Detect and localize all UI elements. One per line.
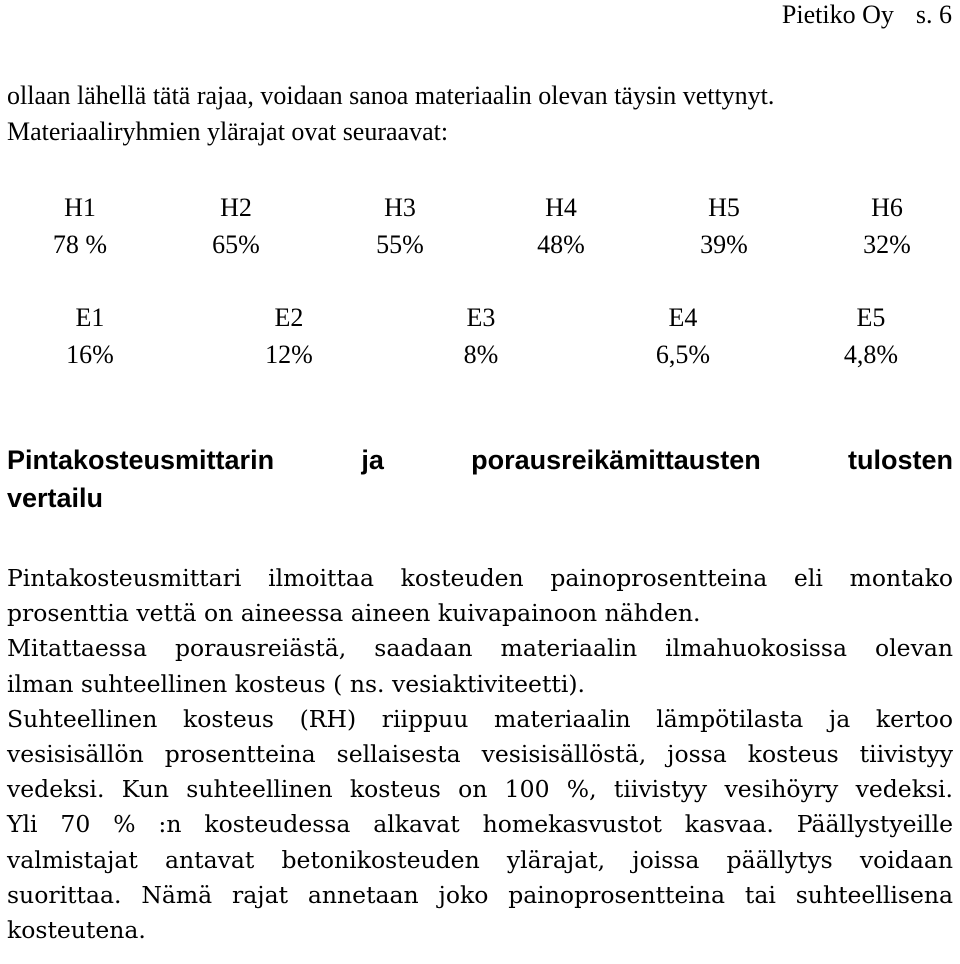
heading-word: tulosten [847, 445, 953, 475]
h-group-value: 39% [700, 230, 748, 259]
e-group-value: 4,8% [843, 340, 899, 369]
e-group-label: E3 [466, 303, 496, 332]
h-limit-cell [10, 189, 150, 263]
h-group-label: H2 [220, 193, 252, 222]
body-line: vedeksi. Kun suhteellinen kosteus on 100 %, tiivistyy vesihöyry vedeksi. [7, 775, 953, 804]
h-limit-cell [654, 189, 794, 263]
heading-line: vertailu [7, 483, 104, 513]
e-limit-cell [411, 299, 551, 373]
h-group-label: H5 [708, 193, 740, 222]
intro-text [7, 78, 957, 150]
intro-line: ollaan lähellä tätä rajaa, voidaan sanoa materiaalin olevan täysin vettynyt. [7, 81, 775, 110]
h-group-value: 55% [376, 230, 424, 259]
body-paragraphs [7, 561, 953, 948]
h-group-value: 65% [212, 230, 260, 259]
body-line: Pintakosteusmittari ilmoittaa kosteuden painoprosentteina eli montako [7, 564, 953, 592]
heading-word: Pintakosteusmittarin [7, 445, 275, 475]
body-line: kosteutena. [7, 916, 146, 945]
h-group-label: H4 [545, 193, 577, 222]
e-group-label: E4 [668, 303, 698, 332]
e-limit-cell [613, 299, 753, 373]
intro-line: Materiaaliryhmien ylärajat ovat seuraavat: [7, 117, 449, 146]
page-header [782, 0, 952, 30]
e-limit-cell [801, 299, 941, 373]
heading-word: porausreikämittausten [471, 445, 761, 475]
e-limit-cell [20, 299, 160, 373]
h-group-value: 32% [863, 230, 911, 259]
h-limit-cell [817, 189, 957, 263]
page-number: s. 6 [915, 0, 952, 29]
company-name: Pietiko Oy [781, 0, 894, 29]
e-group-value: 12% [265, 340, 313, 369]
heading-word: ja [361, 445, 384, 475]
e-group-label: E5 [856, 303, 886, 332]
body-line: vesisisällön prosentteina sellaisesta vesisisällöstä, jossa kosteus tiivistyy [7, 740, 953, 769]
h-group-label: H6 [871, 193, 903, 222]
body-line: Yli 70 % :n kosteudessa alkavat homekasvustot kasvaa. Päällystyeille [7, 810, 953, 839]
body-line: suorittaa. Nämä rajat annetaan joko painoprosentteina tai suhteellisena [7, 880, 953, 909]
h-group-value: 78 % [52, 230, 108, 259]
h-group-value: 48% [537, 230, 585, 259]
h-limit-cell [491, 189, 631, 263]
e-group-value: 6,5% [655, 340, 711, 369]
e-group-value: 8% [463, 340, 499, 369]
h-limit-cell [330, 189, 470, 263]
h-group-label: H3 [384, 193, 416, 222]
h-group-label: H1 [64, 193, 96, 222]
body-line: prosenttia vettä on aineessa aineen kuivapainoon nähden. [7, 599, 701, 628]
section-heading [7, 441, 953, 517]
e-group-label: E1 [75, 303, 105, 332]
h-limit-cell [166, 189, 306, 263]
body-line: valmistajat antavat betonikosteuden ylärajat, joissa päällytys voidaan [7, 845, 953, 874]
body-line: Mitattaessa porausreiästä, saadaan materiaalin ilmahuokosissa olevan [7, 634, 953, 663]
e-group-value: 16% [66, 340, 114, 369]
e-group-label: E2 [274, 303, 304, 332]
body-line: Suhteellinen kosteus (RH) riippuu materiaalin lämpötilasta ja kertoo [7, 704, 953, 733]
body-line: ilman suhteellinen kosteus ( ns. vesiaktiviteetti). [7, 669, 586, 698]
e-limit-cell [219, 299, 359, 373]
